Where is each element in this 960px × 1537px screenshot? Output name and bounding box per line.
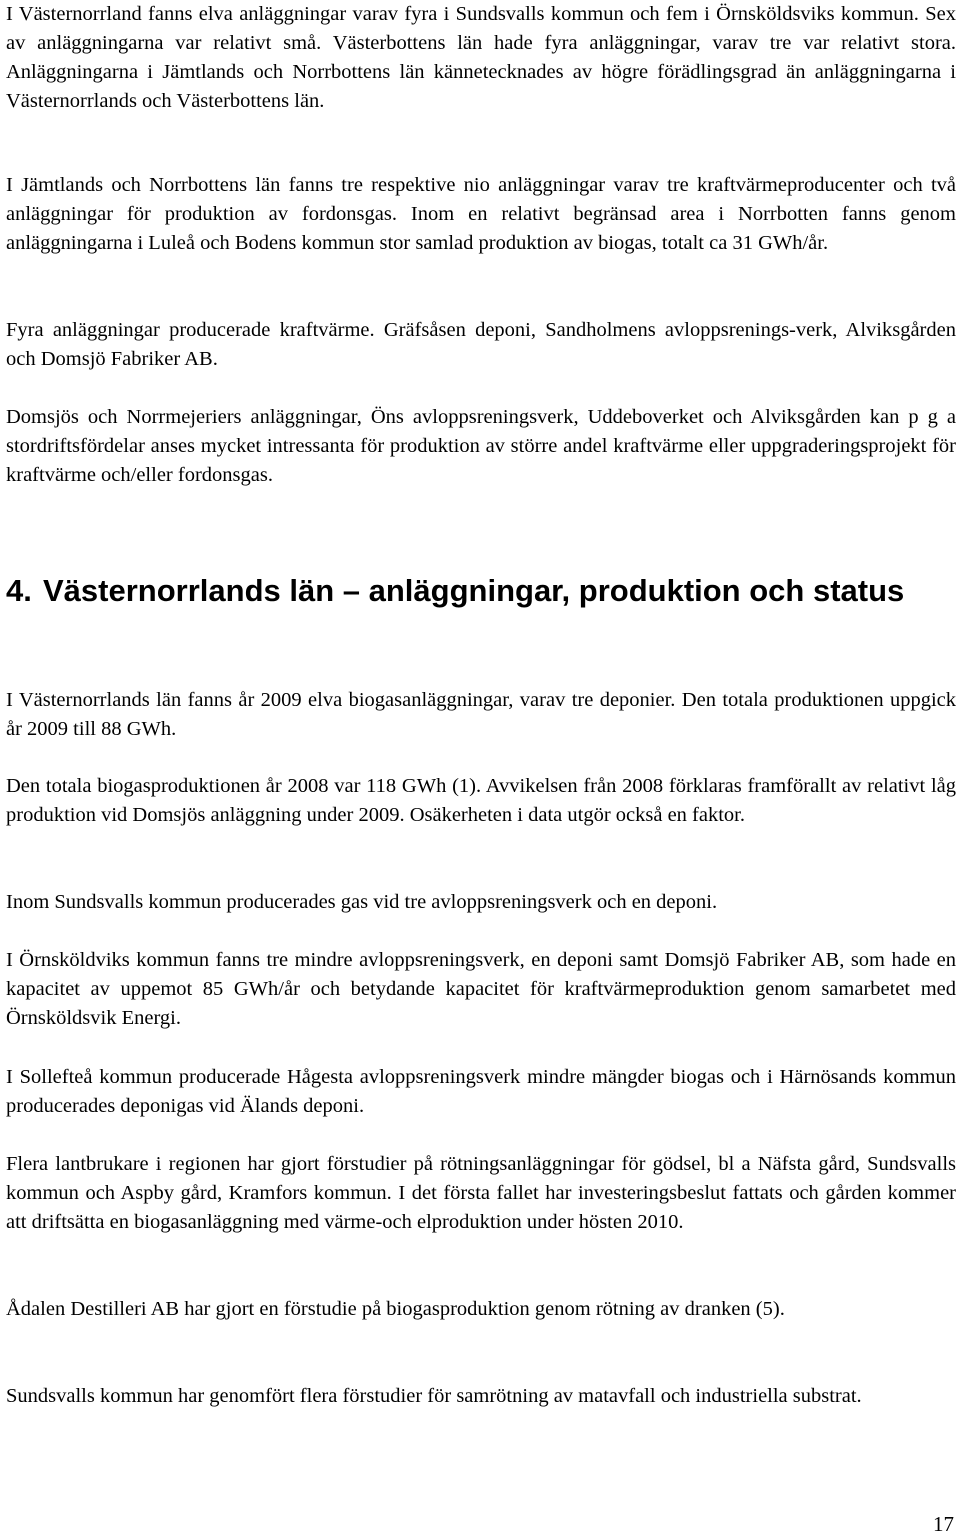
paragraph: I Västernorrlands län fanns år 2009 elva biogasanläggningar, varav tre deponier. Den totala produktionen uppgick år 2009 till 88 GWh. [6,689,956,740]
section-number: 4. [6,573,32,608]
page-number: 17 [933,1512,954,1536]
paragraph: Domsjös och Norrmejeriers anläggningar, Öns avloppsreningsverk, Uddeboverket och Alviksgården kan p g a stordriftsfördelar anses mycket intressanta för produktion av större andel kraftvärme eller uppgraderingsprojekt för kraftvärme och/eller fordonsgas. [6,406,956,486]
paragraph: Ådalen Destilleri AB har gjort en förstudie på biogasproduktion genom rötning av dranken (5). [6,1298,785,1320]
paragraph: Den totala biogasproduktionen år 2008 var 118 GWh (1). Avvikelsen från 2008 förklaras framförallt av relativt låg produktion vid Domsjös anläggning under 2009. Osäkerheten i data utgör också en faktor. [6,775,956,826]
paragraph: I Västernorrland fanns elva anläggningar varav fyra i Sundsvalls kommun och fem i Örnsköldsviks kommun. Sex av anläggningarna var relativt små. Västerbottens län hade fyra anläggningar, varav tre var relativt stora. Anläggningarna i Jämtlands och Norrbottens län kännetecknades av högre förädlingsgrad än anläggningarna i Västernorrlands och Västerbottens län. [6,3,956,112]
paragraph: Flera lantbrukare i regionen har gjort förstudier på rötningsanläggningar för gödsel, bl a Näfsta gård, Sundsvalls kommun och Aspby gård, Kramfors kommun. I det första fallet har investeringsbeslut fattats och gården kommer att driftsätta en biogasanläggning med värme-och elproduktion under hösten 2010. [6,1153,956,1233]
paragraph: I Jämtlands och Norrbottens län fanns tre respektive nio anläggningar varav tre kraftvärmeproducenter och två anläggningar för produktion av fordonsgas. Inom en relativt begränsad area i Norrbotten fanns genom anläggningarna i Luleå och Bodens kommun stor samlad produktion av biogas, totalt ca 31 GWh/år. [6,174,956,254]
paragraph: I Sollefteå kommun producerade Hågesta avloppsreningsverk mindre mängder biogas och i Härnösands kommun producerades deponigas vid Älands deponi. [6,1066,956,1117]
paragraph: I Örnsköldviks kommun fanns tre mindre avloppsreningsverk, en deponi samt Domsjö Fabriker AB, som hade en kapacitet av uppemot 85 GWh/år och betydande kapacitet för kraftvärmeproduktion genom samarbetet med Örnsköldsvik Energi. [6,949,956,1029]
paragraph: Fyra anläggningar producerade kraftvärme. Gräfsåsen deponi, Sandholmens avloppsrenings-verk, Alviksgården och Domsjö Fabriker AB. [6,319,956,370]
paragraph: Inom Sundsvalls kommun producerades gas vid tre avloppsreningsverk och en deponi. [6,891,718,913]
section-title: Västernorrlands län – anläggningar, produktion och status [43,573,905,608]
paragraph: Sundsvalls kommun har genomfört flera förstudier för samrötning av matavfall och industriella substrat. [6,1385,862,1407]
section-heading [6,570,906,611]
